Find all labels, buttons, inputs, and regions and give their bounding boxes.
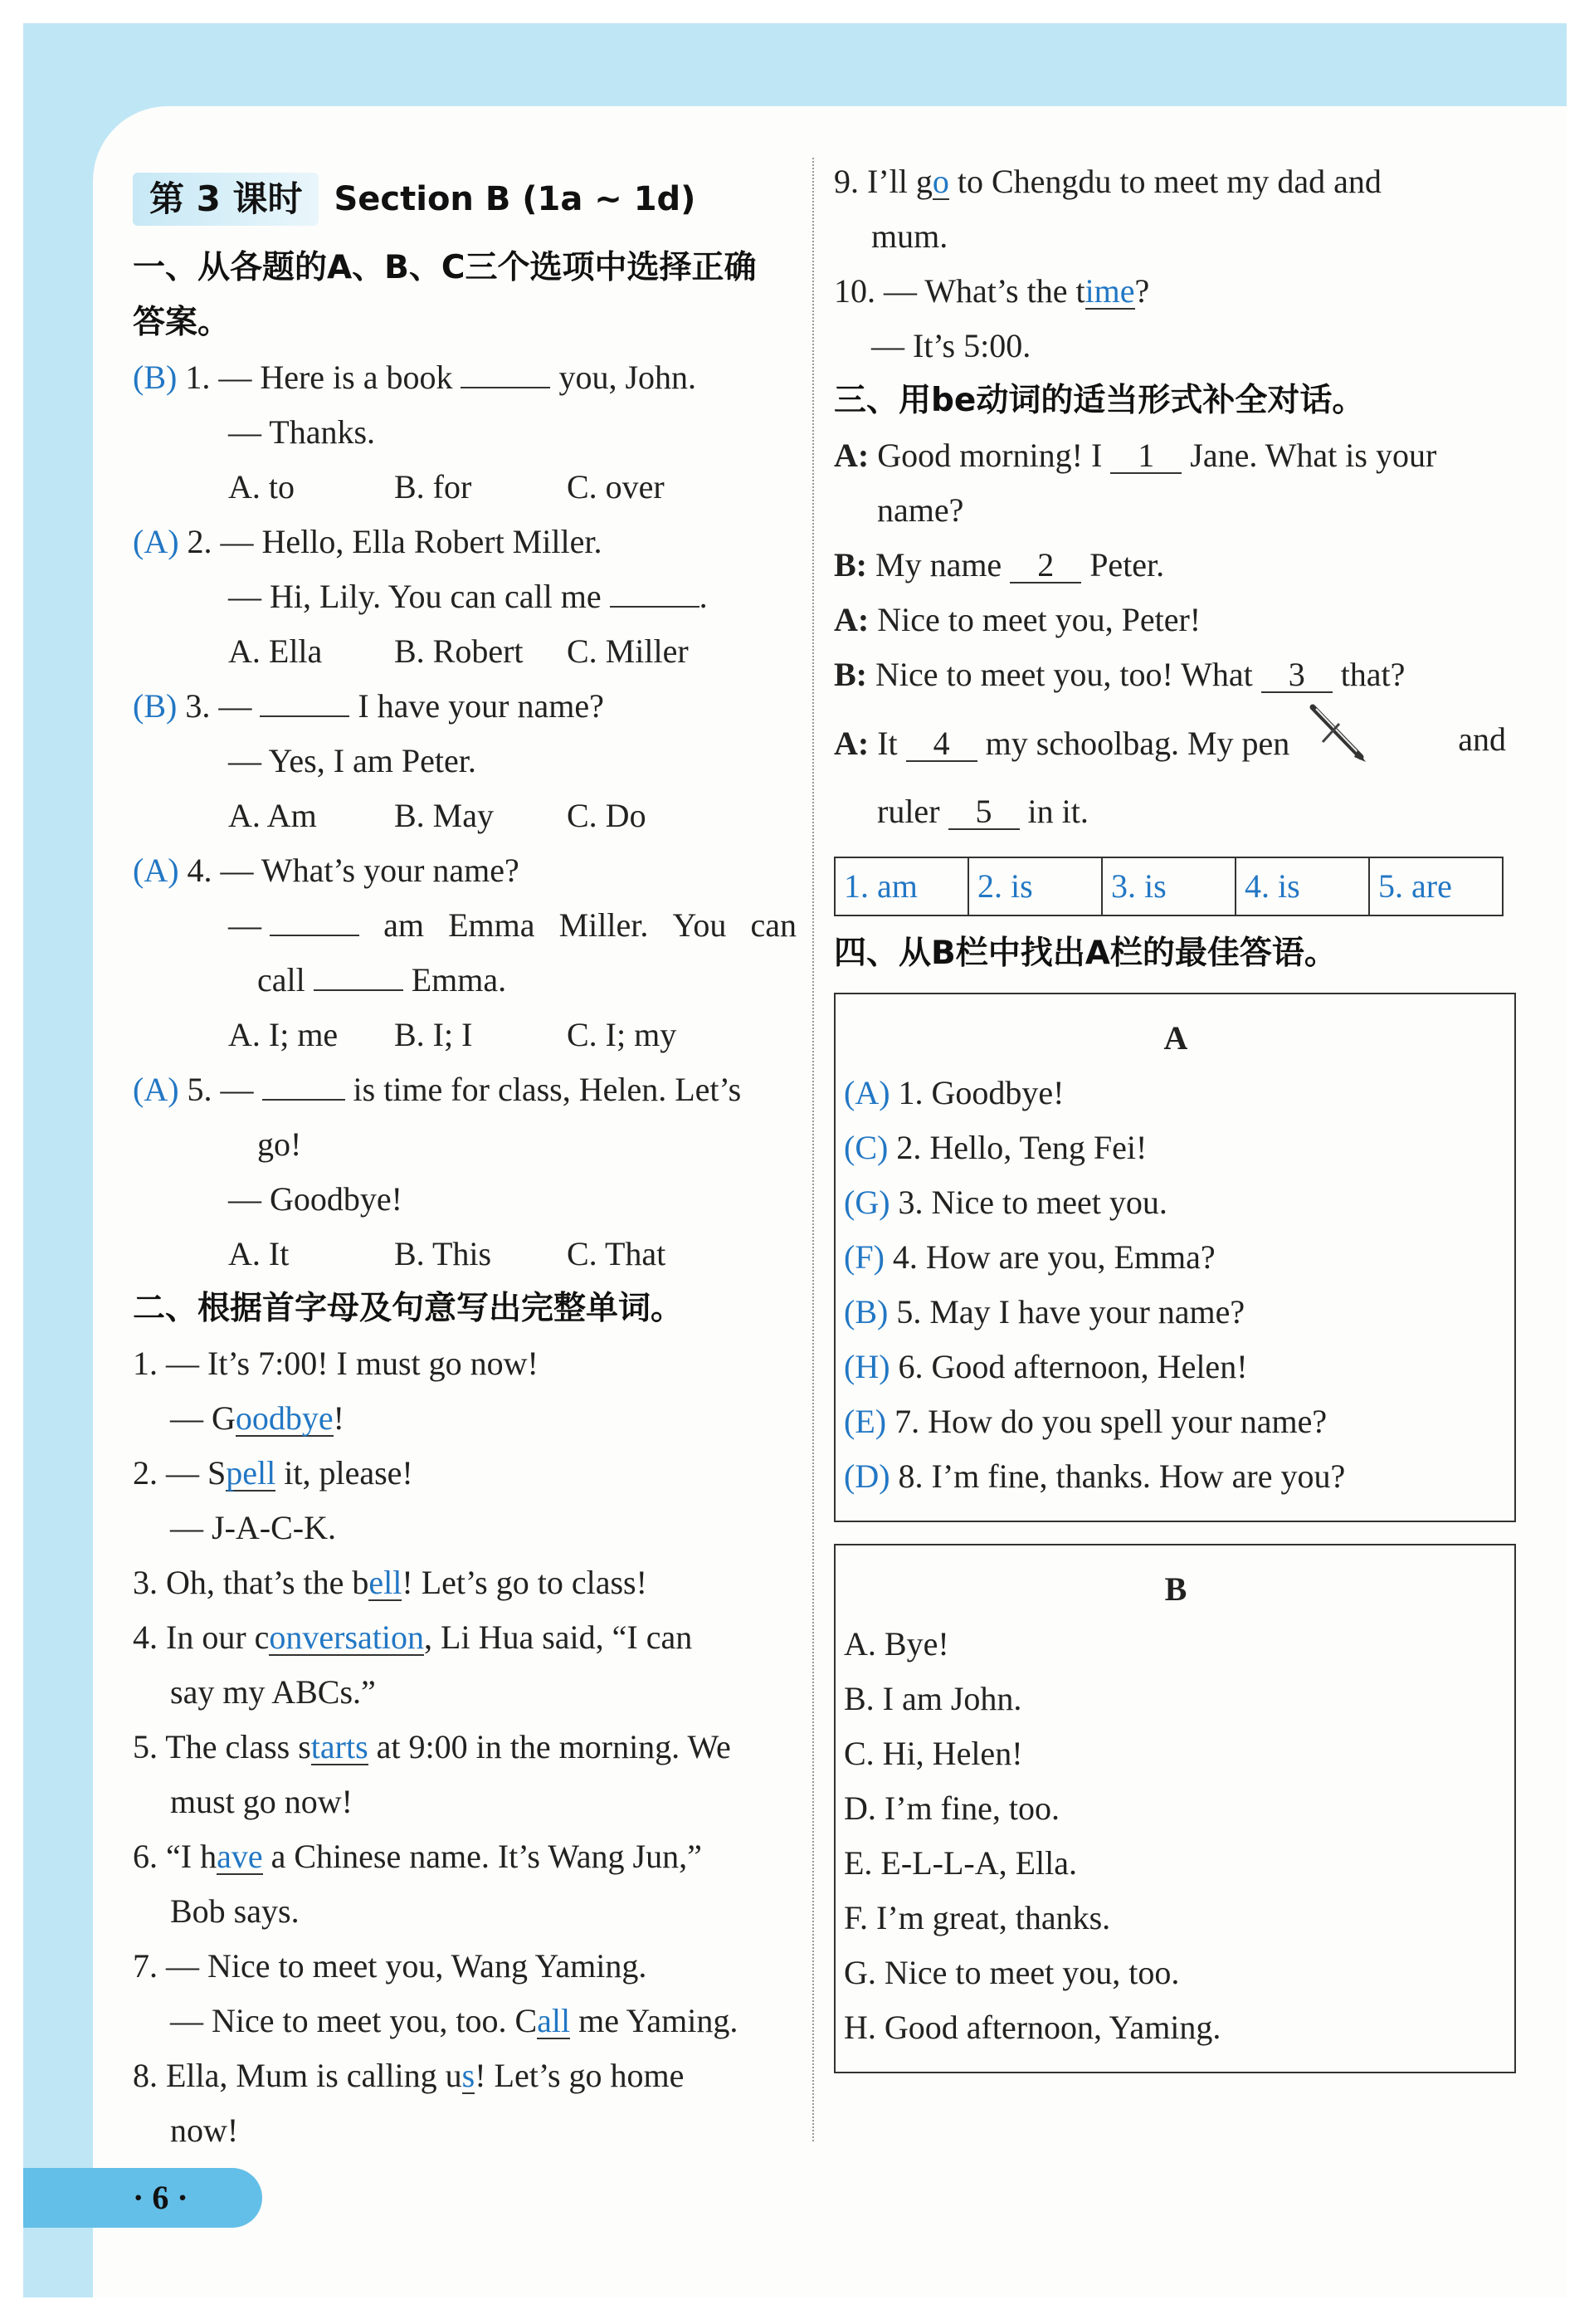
column-divider — [812, 158, 814, 2141]
top-color-band — [23, 23, 1567, 106]
list-item: (E) 7. How do you spell your name? — [844, 1403, 1328, 1440]
blank — [270, 906, 359, 936]
item-5: 5. The class starts at 9:00 in the morning. We — [133, 1728, 731, 1765]
section-2-title: 二、根据首字母及句意写出完整单词。 — [133, 1290, 684, 1327]
section-1-title: 一、从各题的A、B、C三个选项中选择正确 答案。 — [133, 249, 757, 341]
dialog-line-1: A: Good morning! I 1 Jane. What is your — [834, 437, 1437, 474]
question-2: (A) 2. — Hello, Ella Robert Miller. — [133, 523, 602, 560]
question-4: (A) 4. — What’s your name? — [133, 852, 519, 889]
item-10: 10. — What’s the time? — [834, 272, 1150, 310]
item-1: 1. — It’s 7:00! I must go now! — [133, 1345, 539, 1382]
list-item: H. Good afternoon, Yaming. — [844, 2009, 1221, 2046]
item-2: 2. — Spell it, please! — [133, 1454, 413, 1492]
question-5-cont: go! — [257, 1125, 302, 1163]
lesson-title: Section B (1a ~ 1d) — [334, 180, 696, 218]
list-item: D. I’m fine, too. — [844, 1789, 1060, 1827]
item-4-cont: say my ABCs.” — [170, 1673, 376, 1711]
item-2-reply: — J-A-C-K. — [170, 1509, 336, 1546]
answer: (B) — [133, 687, 178, 725]
answer: ell — [368, 1564, 402, 1601]
question-4-reply: — am Emma Miller. You can — [228, 906, 797, 944]
answer: ave — [217, 1838, 263, 1875]
dialog-line-4: B: Nice to meet you, too! What 3 that? — [834, 656, 1406, 693]
item-7: 7. — Nice to meet you, Wang Yaming. — [133, 1947, 647, 1985]
item-7-reply: — Nice to meet you, too. Call me Yaming. — [170, 2002, 738, 2039]
item-10-reply: — It’s 5:00. — [871, 327, 1031, 364]
question-5-reply: — Goodbye! — [228, 1180, 402, 1218]
right-column — [834, 154, 1506, 2073]
page-number: · 6 · — [133, 2179, 188, 2216]
answer-cell: 2. is — [968, 857, 1102, 915]
answer: (A) — [133, 852, 179, 889]
section-4-title: 四、从B栏中找出A栏的最佳答语。 — [834, 935, 1337, 972]
question-1-options: A. to B. for C. over — [228, 468, 665, 505]
list-item: F. I’m great, thanks. — [844, 1899, 1111, 1936]
answer: pell — [226, 1454, 276, 1492]
blank — [260, 687, 349, 717]
answer: o — [932, 163, 949, 200]
list-item: (H) 6. Good afternoon, Helen! — [844, 1348, 1248, 1385]
answer: (A) — [133, 1071, 179, 1108]
answer: (B) — [133, 359, 178, 396]
question-3-options: A. Am B. May C. Do — [228, 797, 646, 834]
lesson-badge: 第 3 课时 — [133, 173, 319, 226]
question-1-reply: — Thanks. — [228, 413, 376, 451]
answer: all — [537, 2002, 571, 2039]
question-3: (B) 3. — I have your name? — [133, 687, 604, 725]
answer: (A) — [133, 523, 179, 560]
answer: tarts — [310, 1728, 368, 1765]
answer: oodbye — [235, 1399, 334, 1437]
answer-cell: 3. is — [1102, 857, 1236, 915]
list-item: B. I am John. — [844, 1680, 1022, 1717]
question-4-options: A. I; me B. I; I C. I; my — [228, 1016, 677, 1053]
list-item: (G) 3. Nice to meet you. — [844, 1184, 1167, 1221]
question-3-reply: — Yes, I am Peter. — [228, 742, 476, 779]
lesson-header — [133, 166, 797, 232]
section-3-title: 三、用be动词的适当形式补全对话。 — [834, 382, 1365, 419]
item-8: 8. Ella, Mum is calling us! Let’s go home — [133, 2057, 685, 2094]
item-9: 9. I’ll go to Chengdu to meet my dad and — [834, 163, 1382, 200]
blank — [610, 578, 699, 608]
blank — [262, 1071, 345, 1101]
question-4-reply-2: call Emma. — [257, 961, 507, 998]
left-color-band — [23, 23, 93, 2297]
blank — [461, 359, 550, 388]
blank — [314, 961, 403, 991]
answer-cell: 1. am — [835, 857, 968, 915]
dialog-line-6: ruler 5 in it. — [877, 793, 1089, 830]
question-1: (B) 1. — Here is a book you, John. — [133, 359, 697, 396]
answer-cell: 4. is — [1236, 857, 1369, 915]
answer: ime — [1085, 272, 1135, 310]
answer-cell: 5. are — [1369, 857, 1503, 915]
pen-icon — [1306, 702, 1369, 792]
list-item: C. Hi, Helen! — [844, 1735, 1023, 1772]
answer-table — [834, 857, 1504, 916]
list-item: (D) 8. I’m fine, thanks. How are you? — [844, 1457, 1346, 1495]
list-item: (B) 5. May I have your name? — [844, 1293, 1245, 1330]
question-5: (A) 5. — is time for class, Helen. Let’s — [133, 1071, 742, 1108]
list-item: (A) 1. Goodbye! — [844, 1074, 1065, 1111]
item-4: 4. In our conversation, Li Hua said, “I can — [133, 1618, 693, 1656]
item-6-cont: Bob says. — [170, 1892, 300, 1930]
list-item: A. Bye! — [844, 1625, 949, 1662]
column-a-title: A — [1163, 1019, 1188, 1057]
item-1-reply: — Goodbye! — [170, 1399, 344, 1437]
list-item: G. Nice to meet you, too. — [844, 1954, 1180, 1991]
column-a-box — [834, 993, 1516, 1522]
dialog-line-2: B: My name 2 Peter. — [834, 546, 1165, 583]
dialog-line-1-cont: name? — [877, 491, 964, 529]
question-5-options: A. It B. This C. That — [228, 1235, 666, 1272]
answer: s — [461, 2057, 475, 2094]
item-9-cont: mum. — [871, 217, 948, 255]
item-5-cont: must go now! — [170, 1783, 353, 1820]
question-2-options: A. Ella B. Robert C. Miller — [228, 632, 689, 670]
column-b-title: B — [1164, 1570, 1187, 1608]
column-b-box — [834, 1544, 1516, 2073]
list-item: E. E-L-L-A, Ella. — [844, 1844, 1077, 1882]
list-item: (C) 2. Hello, Teng Fei! — [844, 1129, 1148, 1166]
dialog-line-5: A: It 4 my schoolbag. My pen and — [834, 702, 1506, 777]
answer: onversation — [269, 1618, 425, 1656]
left-column — [133, 166, 797, 2158]
dialog-line-3: A: Nice to meet you, Peter! — [834, 601, 1201, 638]
item-8-cont: now! — [170, 2112, 239, 2149]
list-item: (F) 4. How are you, Emma? — [844, 1238, 1216, 1276]
item-3: 3. Oh, that’s the bell! Let’s go to class! — [133, 1564, 647, 1601]
question-2-reply: — Hi, Lily. You can call me . — [228, 578, 708, 615]
item-6: 6. “I have a Chinese name. It’s Wang Jun,” — [133, 1838, 702, 1875]
